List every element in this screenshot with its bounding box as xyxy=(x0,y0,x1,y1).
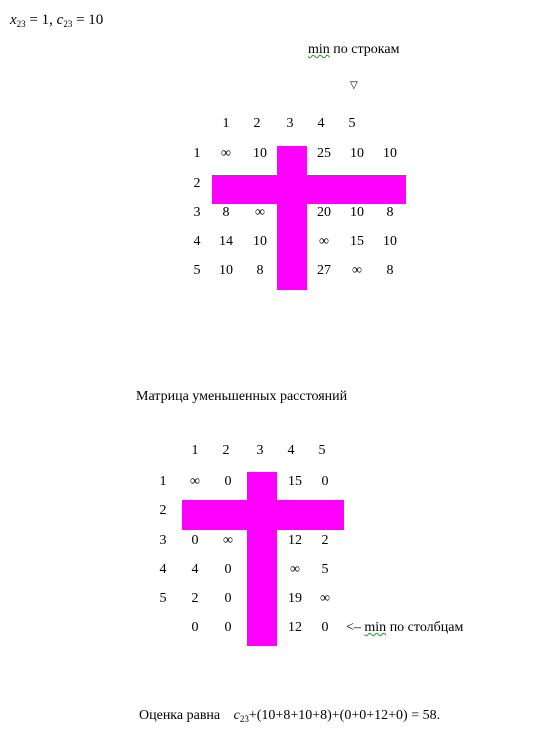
row-header: 2 xyxy=(159,503,167,518)
row-header: 5 xyxy=(159,591,167,606)
matrix-1-column-highlight xyxy=(277,146,307,290)
matrix-cell: 15 xyxy=(288,474,302,489)
estimate-line xyxy=(139,708,440,724)
matrix-cell: 0 xyxy=(191,620,199,635)
header-formula xyxy=(10,12,103,29)
matrix-cell: 0 xyxy=(224,591,232,606)
estimate-c-subscript: 23 xyxy=(239,714,249,724)
row-header: 2 xyxy=(193,176,201,191)
matrix-cell: 14 xyxy=(219,234,233,249)
x-subscript: 23 xyxy=(16,19,26,29)
col-min-word: min xyxy=(364,620,387,635)
matrix-cell: ∞ xyxy=(255,205,265,220)
matrix-cell: 8 xyxy=(256,263,264,278)
estimate-expression: +(10+8+10+8)+(0+0+12+0) = 58. xyxy=(248,708,441,723)
col-min-label: по столбцам xyxy=(386,620,464,635)
column-header: 2 xyxy=(222,443,230,458)
matrix-cell: 25 xyxy=(317,146,331,161)
matrix-cell: 10 xyxy=(219,263,233,278)
matrix-cell: ∞ xyxy=(290,562,300,577)
row-header: 4 xyxy=(159,562,167,577)
matrix-cell: 0 xyxy=(321,620,329,635)
matrix-cell: 4 xyxy=(191,562,199,577)
matrix-cell: 15 xyxy=(350,234,364,249)
x-equation: = 1, xyxy=(25,12,57,28)
column-header: 5 xyxy=(318,443,326,458)
x-variable: x xyxy=(10,12,17,28)
reduced-matrix-title: Матрица уменьшенных расстояний xyxy=(136,389,348,404)
matrix-cell: 8 xyxy=(386,205,394,220)
matrix-cell: 10 xyxy=(350,205,364,220)
column-header: 4 xyxy=(287,443,295,458)
row-header: 3 xyxy=(159,533,167,548)
c-variable: c xyxy=(56,12,64,28)
matrix-2-row-highlight xyxy=(182,500,344,530)
matrix-cell: 12 xyxy=(288,533,302,548)
row-min-caption xyxy=(308,42,399,58)
c-equation: = 10 xyxy=(72,12,104,28)
column-header: 1 xyxy=(222,116,230,131)
matrix-cell: ∞ xyxy=(320,591,330,606)
row-header: 4 xyxy=(193,234,201,249)
matrix-cell: 12 xyxy=(288,620,302,635)
matrix-cell: 10 xyxy=(350,146,364,161)
row-min-word: min xyxy=(308,42,330,57)
column-header: 1 xyxy=(191,443,199,458)
matrix-cell: 0 xyxy=(191,533,199,548)
col-min-caption xyxy=(346,620,463,636)
row-header: 5 xyxy=(193,263,201,278)
matrix-cell: 0 xyxy=(224,620,232,635)
matrix-cell: 0 xyxy=(224,474,232,489)
matrix-cell: ∞ xyxy=(352,263,362,278)
matrix-cell: 10 xyxy=(383,146,397,161)
matrix-cell: 8 xyxy=(222,205,230,220)
matrix-cell: ∞ xyxy=(221,146,231,161)
column-header: 5 xyxy=(348,116,356,131)
row-header: 3 xyxy=(193,205,201,220)
matrix-cell: 10 xyxy=(383,234,397,249)
down-arrow-icon: ▽ xyxy=(350,80,358,91)
column-header: 3 xyxy=(256,443,264,458)
matrix-cell: 19 xyxy=(288,591,302,606)
matrix-cell: 27 xyxy=(317,263,331,278)
matrix-2-column-highlight xyxy=(247,472,277,646)
matrix-cell: 5 xyxy=(321,562,329,577)
matrix-cell: 10 xyxy=(253,146,267,161)
matrix-cell: 0 xyxy=(321,474,329,489)
column-header: 3 xyxy=(286,116,294,131)
matrix-cell: 2 xyxy=(321,533,329,548)
matrix-1-row-highlight xyxy=(212,175,406,204)
matrix-cell: 8 xyxy=(386,263,394,278)
column-header: 4 xyxy=(317,116,325,131)
row-min-label: по строкам xyxy=(329,42,400,57)
matrix-cell: 0 xyxy=(224,562,232,577)
left-arrow-icon: <– xyxy=(346,620,361,635)
matrix-cell: ∞ xyxy=(190,474,200,489)
column-header: 2 xyxy=(253,116,261,131)
c-subscript: 23 xyxy=(63,19,73,29)
estimate-label: Оценка равна xyxy=(139,708,221,723)
row-header: 1 xyxy=(193,146,201,161)
row-header: 1 xyxy=(159,474,167,489)
matrix-cell: 20 xyxy=(317,205,331,220)
matrix-cell: 2 xyxy=(191,591,199,606)
estimate-c-variable: c xyxy=(233,708,240,723)
matrix-cell: 10 xyxy=(253,234,267,249)
matrix-cell: ∞ xyxy=(223,533,233,548)
matrix-cell: ∞ xyxy=(319,234,329,249)
